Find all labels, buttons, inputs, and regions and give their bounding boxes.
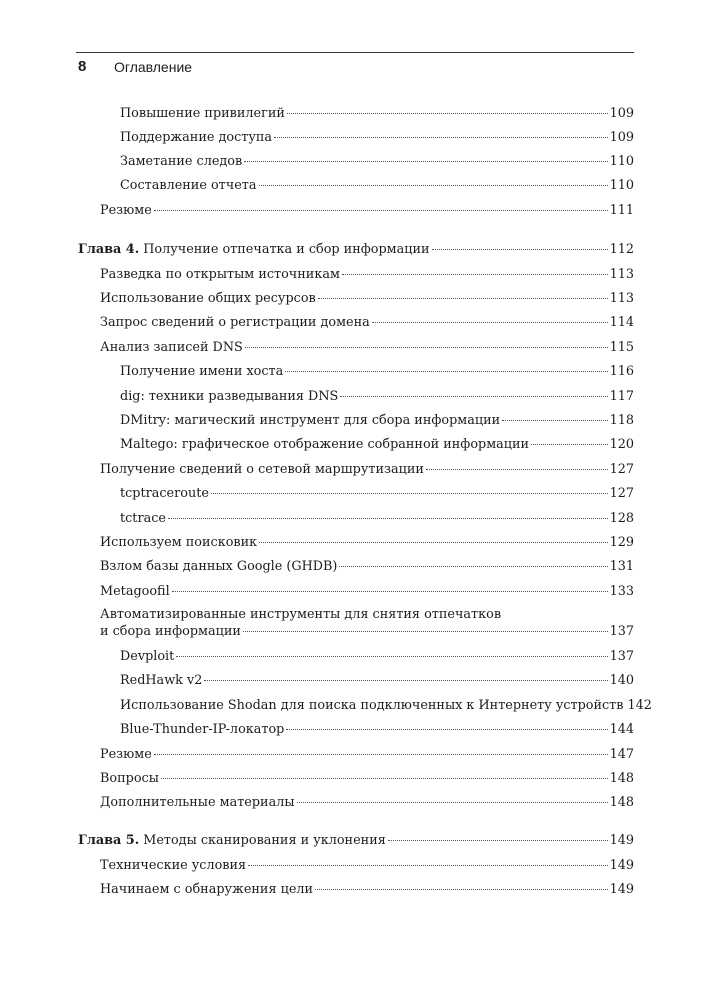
toc-page-number: 137 xyxy=(609,649,634,664)
toc-entry xyxy=(100,461,634,478)
toc-page-number: 112 xyxy=(609,242,634,257)
toc-chapter-entry xyxy=(78,241,634,258)
toc-entry-title: Запрос сведений о регистрации домена xyxy=(100,315,370,330)
toc-page-number: 109 xyxy=(609,130,634,145)
dot-leader xyxy=(318,298,608,299)
toc-page-number: 117 xyxy=(609,389,634,404)
dot-leader xyxy=(172,591,608,592)
toc-page-number: 115 xyxy=(609,340,634,355)
toc-entry-title: Заметание следов xyxy=(120,154,243,169)
dot-leader xyxy=(259,185,608,186)
toc-page-number: 148 xyxy=(609,795,634,810)
toc-page-number: 133 xyxy=(609,584,634,599)
toc-entry-title: Получение сведений о сетевой маршрутизации xyxy=(100,462,424,477)
toc-entry xyxy=(120,485,634,502)
toc-page-number: 116 xyxy=(609,364,634,379)
toc-entry xyxy=(100,534,634,551)
toc-page-number: 113 xyxy=(609,291,634,306)
toc-entry-title: Использование Shodan для поиска подключенных к Интернету устройств xyxy=(120,698,624,713)
toc-entry xyxy=(100,746,634,763)
dot-leader xyxy=(372,322,608,323)
dot-leader xyxy=(426,469,608,470)
dot-leader xyxy=(388,840,608,841)
toc-entry-title: Технические условия xyxy=(100,858,247,873)
toc-entry-title: Devploit xyxy=(120,649,175,664)
dot-leader xyxy=(168,518,608,519)
dot-leader xyxy=(259,542,607,543)
toc-entry xyxy=(100,339,634,356)
toc-entry xyxy=(120,153,634,170)
toc-entry-title: Maltego: графическое отображение собранной информации xyxy=(120,437,530,452)
toc-page-number: 148 xyxy=(609,771,634,786)
toc-entry xyxy=(100,583,634,600)
toc-entry xyxy=(100,881,634,898)
toc-page-number: 144 xyxy=(609,722,634,737)
toc-entry xyxy=(100,202,634,219)
toc-entry xyxy=(100,794,634,811)
dot-leader xyxy=(211,493,608,494)
dot-leader xyxy=(502,420,607,421)
toc-page-number: 110 xyxy=(609,178,634,193)
chapter-label: Глава 4. xyxy=(78,242,140,257)
dot-leader xyxy=(176,656,607,657)
dot-leader xyxy=(531,444,607,445)
toc-entry xyxy=(100,857,634,874)
toc-entry xyxy=(100,266,634,283)
toc-entry-title: Глава 5. Методы сканирования и уклонения xyxy=(78,833,386,848)
dot-leader xyxy=(161,778,608,779)
toc-entry-title: Взлом базы данных Google (GHDB) xyxy=(100,559,338,574)
toc-page-number: 129 xyxy=(609,535,634,550)
toc-page-number: 140 xyxy=(609,673,634,688)
dot-leader xyxy=(274,137,608,138)
dot-leader xyxy=(315,889,608,890)
toc-entry-title: dig: техники разведывания DNS xyxy=(120,389,339,404)
toc-page-number: 113 xyxy=(609,267,634,282)
toc-entry-title: Поддержание доступа xyxy=(120,130,273,145)
toc-entry-title: Дополнительные материалы xyxy=(100,795,295,810)
toc-entry xyxy=(120,436,634,453)
toc-page-number: 137 xyxy=(609,624,634,639)
toc-entry-title: tcptraceroute xyxy=(120,486,209,501)
toc-entry xyxy=(120,177,634,194)
dot-leader xyxy=(248,865,607,866)
toc-entry xyxy=(120,697,652,714)
running-header xyxy=(76,52,634,75)
dot-leader xyxy=(204,680,607,681)
toc-entry xyxy=(100,770,634,787)
dot-leader xyxy=(245,347,608,348)
toc-page-number: 128 xyxy=(609,511,634,526)
toc-entry-title: Использование общих ресурсов xyxy=(100,291,316,306)
toc-page-number: 118 xyxy=(609,413,634,428)
toc-page-number: 127 xyxy=(609,486,634,501)
dot-leader xyxy=(339,566,607,567)
toc-entry xyxy=(120,129,634,146)
toc-entry xyxy=(100,314,634,331)
toc-page-number: 120 xyxy=(609,437,634,452)
toc-page-number: 111 xyxy=(609,203,634,218)
toc-entry-title: Составление отчета xyxy=(120,178,257,193)
toc-entry xyxy=(100,558,634,575)
toc-entry xyxy=(120,412,634,429)
toc-page-number: 149 xyxy=(609,833,634,848)
toc-entry xyxy=(120,648,634,665)
toc-entry-title: Начинаем с обнаружения цели xyxy=(100,882,314,897)
toc-entry-title: Анализ записей DNS xyxy=(100,340,243,355)
toc-entry xyxy=(120,510,634,527)
page-number: 8 xyxy=(78,58,87,75)
toc-entry xyxy=(120,721,634,738)
toc-entry xyxy=(120,105,634,122)
toc-entry xyxy=(100,290,634,307)
chapter-label: Глава 5. xyxy=(78,833,140,848)
toc-entry-title: Повышение привилегий xyxy=(120,106,285,121)
dot-leader xyxy=(432,249,608,250)
toc-entry-title: DMitry: магический инструмент для сбора информации xyxy=(120,413,501,428)
dot-leader xyxy=(286,729,607,730)
toc-entry xyxy=(100,607,634,640)
toc-page-number: 149 xyxy=(609,858,634,873)
dot-leader xyxy=(243,631,608,632)
toc-entry-title: и сбора информации xyxy=(100,624,241,639)
toc-page-number: 114 xyxy=(609,315,634,330)
dot-leader xyxy=(297,802,608,803)
dot-leader xyxy=(287,113,608,114)
toc-page-number: 142 xyxy=(627,698,652,713)
running-title: Оглавление xyxy=(114,59,193,75)
toc-entry xyxy=(120,388,634,405)
toc-entry-title: Резюме xyxy=(100,203,152,218)
toc-entry-title: tctrace xyxy=(120,511,166,526)
dot-leader xyxy=(244,161,607,162)
toc-entry-title: Глава 4. Получение отпечатка и сбор информации xyxy=(78,242,430,257)
dot-leader xyxy=(340,396,607,397)
toc-entry-title: Используем поисковик xyxy=(100,535,258,550)
toc-entry-title: Вопросы xyxy=(100,771,159,786)
toc-entry xyxy=(120,363,634,380)
toc-page-number: 147 xyxy=(609,747,634,762)
dot-leader xyxy=(154,210,608,211)
toc-entry-title: Разведка по открытым источникам xyxy=(100,267,340,282)
toc-entry-title: RedHawk v2 xyxy=(120,673,203,688)
toc-page-number: 127 xyxy=(609,462,634,477)
toc-entry xyxy=(120,672,634,689)
toc-entry-title: Получение имени хоста xyxy=(120,364,284,379)
toc-page-number: 110 xyxy=(609,154,634,169)
dot-leader xyxy=(285,371,607,372)
toc-page-number: 149 xyxy=(609,882,634,897)
toc-entry-title: Metagoofil xyxy=(100,584,170,599)
toc-page-number: 131 xyxy=(609,559,634,574)
toc-chapter-entry xyxy=(78,832,634,849)
toc-entry-title-line1: Автоматизированные инструменты для снятия отпечатков xyxy=(100,607,502,622)
toc-page-number: 109 xyxy=(609,106,634,121)
dot-leader xyxy=(342,274,608,275)
dot-leader xyxy=(154,754,608,755)
toc-entry-title: Резюме xyxy=(100,747,152,762)
toc-entry-title: Blue-Thunder-IP-локатор xyxy=(120,722,285,737)
